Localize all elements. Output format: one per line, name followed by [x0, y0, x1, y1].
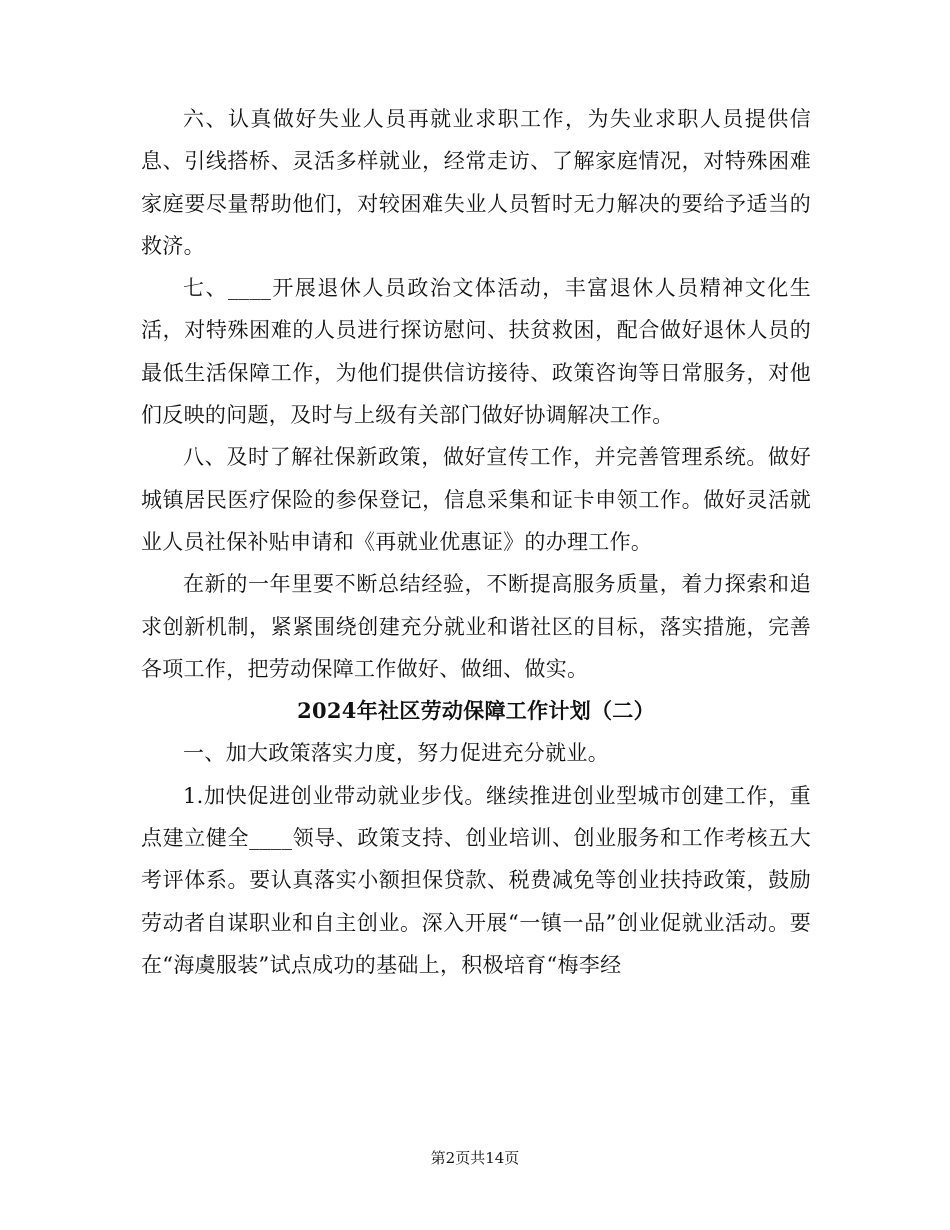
paragraph-section-heading-1: 一、加大政策落实力度，努力促进充分就业。: [183, 741, 609, 766]
paragraph-conclusion: 在新的一年里要不断总结经验，不断提高服务质量，着力探索和追求创新机制，紧紧围绕创建充分就业和谐社区的目标，落实措施，完善各项工作，把劳动保障工作做好、做细、做实。: [141, 572, 811, 681]
document-body: [141, 98, 811, 986]
paragraph-item-8: 八、及时了解社保新政策，做好宣传工作，并完善管理系统。做好城镇居民医疗保险的参保登记，信息采集和证卡申领工作。做好灵活就业人员社保补贴申请和《再就业优惠证》的办理工作。: [141, 445, 811, 554]
paragraph-item-7: 七、____开展退休人员政治文体活动，丰富退休人员精神文化生活，对特殊困难的人员进行探访慰问、扶贫救困，配合做好退休人员的最低生活保障工作，为他们提供信访接待、政策咨询等日常服务，对他们反映的问题，及时与上级有关部门做好协调解决工作。: [141, 276, 811, 428]
paragraph-item-1-1: 1.加快促进创业带动就业步伐。继续推进创业型城市创建工作，重点建立健全____领导、政策支持、创业培训、创业服务和工作考核五大考评体系。要认真落实小额担保贷款、税费减免等创业扶持政策，鼓励劳动者自谋职业和自主创业。深入开展“一镇一品”创业促就业活动。要在“海虞服装”试点成功的基础上，积极培育“梅李经: [141, 783, 811, 977]
page-number: 第2页共14页: [430, 1149, 520, 1167]
paragraph-item-6: 六、认真做好失业人员再就业求职工作，为失业求职人员提供信息、引线搭桥、灵活多样就业，经常走访、了解家庭情况，对特殊困难家庭要尽量帮助他们，对较困难失业人员暂时无力解决的要给予适当的救济。: [141, 107, 811, 258]
section-title: 2024年社区劳动保障工作计划（二）: [297, 698, 655, 724]
